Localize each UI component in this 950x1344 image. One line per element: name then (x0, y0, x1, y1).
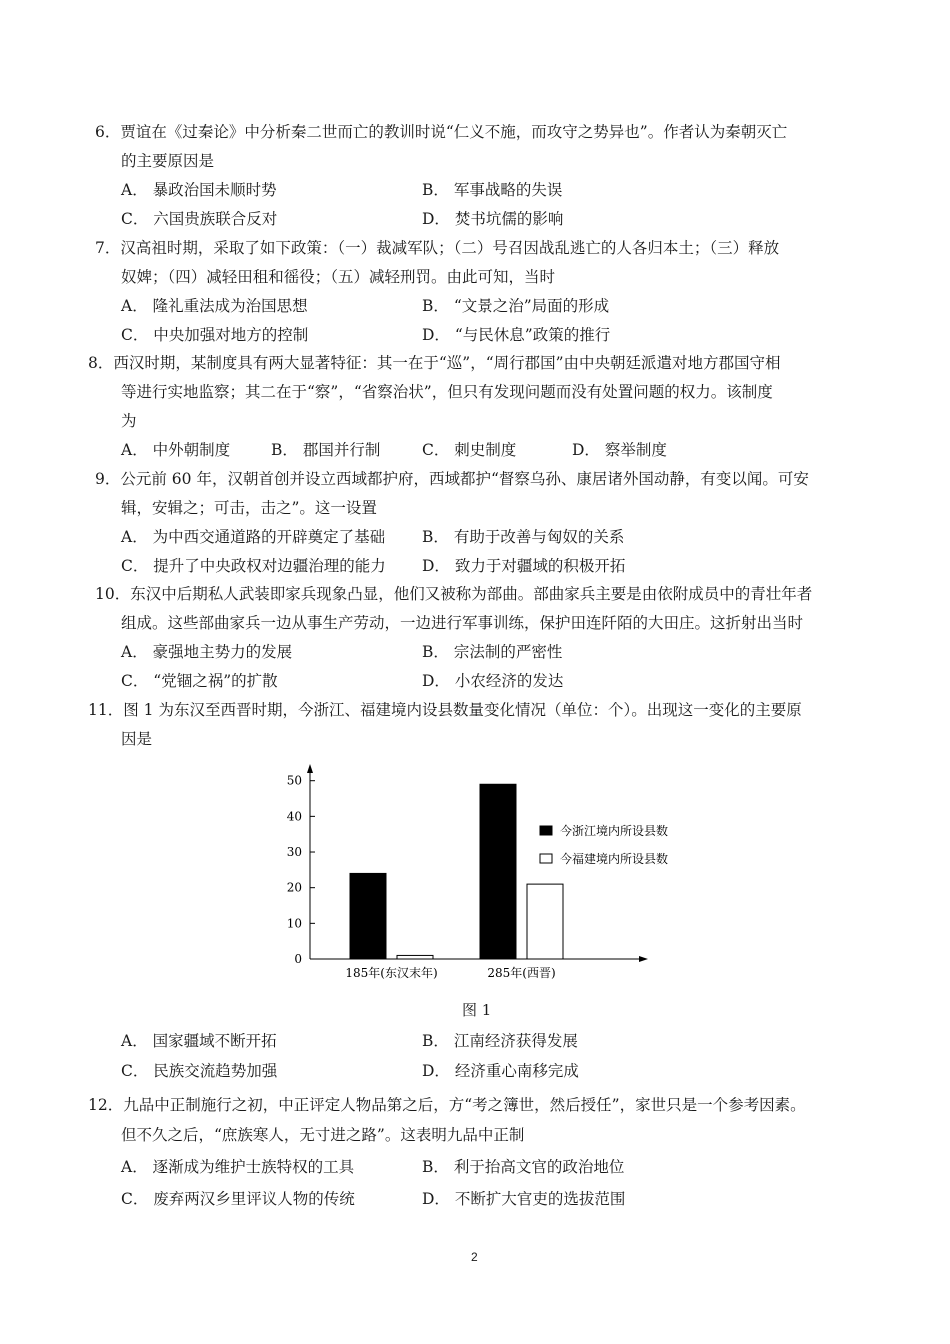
question-6-line-1: 6．贾谊在《过秦论》中分析秦二世而亡的教训时说“仁义不施，而攻守之势异也”。作者认为秦朝灭亡 (95, 123, 788, 141)
question-11-line-2: 因是 (121, 730, 153, 748)
question-6-option-c: C． 六国贵族联合反对 (121, 210, 278, 228)
question-12-option-c: C． 废弃两汉乡里评议人物的传统 (121, 1190, 355, 1208)
question-6-option-b: B． 军事战略的失误 (422, 181, 563, 199)
question-11-option-b: B． 江南经济获得发展 (422, 1032, 578, 1050)
x-category-label: 285年(西晋) (487, 966, 556, 980)
question-7-option-a: A． 隆礼重法成为治国思想 (121, 297, 308, 315)
chart-legend (540, 823, 668, 866)
question-8-option-d: D． 察举制度 (572, 441, 667, 459)
bar-zhejiang-0 (350, 873, 386, 959)
question-12-line-1: 12．九品中正制施行之初，中正评定人物品第之后，方“考之簿世，然后授任”，家世只是一个参考因素。 (88, 1096, 806, 1114)
figure-caption: 图 1 (462, 1001, 492, 1019)
y-tick-label: 10 (286, 916, 302, 931)
question-8-line-3: 为 (121, 412, 137, 430)
question-9-line-2: 辑，安辑之；可击，击之”。这一设置 (121, 499, 377, 517)
question-10-option-a: A． 豪强地主势力的发展 (121, 643, 293, 661)
question-10-line-2: 组成。这些部曲家兵一边从事生产劳动，一边进行军事训练，保护田连阡陌的大田庄。这折射出当时 (121, 614, 804, 632)
y-tick-label: 20 (286, 880, 302, 895)
question-7-line-1: 7．汉高祖时期，采取了如下政策：（一）裁减军队；（二）号召因战乱逃亡的人各归本土；（三）释放 (95, 239, 780, 257)
chart-bars (350, 784, 563, 959)
question-6-line-2: 的主要原因是 (121, 152, 215, 170)
question-9-option-a: A． 为中西交通道路的开辟奠定了基础 (121, 528, 386, 546)
legend-swatch (540, 826, 552, 835)
question-8-line-2: 等进行实地监察；其二在于“察”，“省察治状”，但只有发现问题而没有处置问题的权力。该制度 (121, 383, 773, 401)
question-6-option-d: D． 焚书坑儒的影响 (422, 210, 564, 228)
y-axis-arrow (307, 764, 313, 773)
question-9-option-d: D． 致力于对疆域的积极开拓 (422, 557, 626, 575)
x-axis-arrow (639, 956, 648, 962)
question-12-line-2: 但不久之后，“庶族寒人，无寸进之路”。这表明九品中正制 (121, 1126, 525, 1144)
bar-fujian-1 (527, 884, 563, 959)
question-10-option-d: D． 小农经济的发达 (422, 672, 564, 690)
y-tick-label: 0 (294, 952, 302, 966)
y-tick-label: 30 (286, 845, 302, 860)
question-7-option-d: D． “与民休息”政策的推行 (422, 326, 611, 344)
question-8-option-b: B． 郡国并行制 (271, 441, 381, 459)
question-12-option-a: A． 逐渐成为维护士族特权的工具 (121, 1158, 355, 1176)
question-8-option-c: C． 刺史制度 (422, 441, 517, 459)
question-12-option-d: D． 不断扩大官吏的选拔范围 (422, 1190, 626, 1208)
page-number: 2 (471, 1250, 478, 1264)
bar-zhejiang-1 (480, 784, 516, 959)
question-11-option-a: A． 国家疆域不断开拓 (121, 1032, 277, 1050)
question-11-option-d: D． 经济重心南移完成 (422, 1062, 579, 1080)
question-11-line-1: 11．图 1 为东汉至西晋时期，今浙江、福建境内设县数量变化情况（单位：个）。出现这一变化的主要原 (88, 701, 802, 719)
question-7-line-2: 奴婢；（四）减轻田租和徭役；（五）减轻刑罚。由此可知，当时 (121, 268, 556, 286)
question-8-option-a: A． 中外朝制度 (121, 441, 231, 459)
y-tick-label: 40 (286, 809, 302, 824)
legend-label: 今福建境内所设县数 (560, 852, 669, 866)
question-9-option-c: C． 提升了中央政权对边疆治理的能力 (121, 557, 386, 575)
question-11-option-c: C． 民族交流趋势加强 (121, 1062, 278, 1080)
question-8-line-1: 8．西汉时期，某制度具有两大显著特征：其一在于“巡”，“周行郡国”由中央朝廷派遣对地方郡国守相 (88, 354, 781, 372)
bar-fujian-0 (397, 955, 433, 959)
question-12-option-b: B． 利于抬高文官的政治地位 (422, 1158, 625, 1176)
question-9-option-b: B． 有助于改善与匈奴的关系 (422, 528, 625, 546)
legend-swatch (540, 854, 552, 863)
question-10-line-1: 10．东汉中后期私人武装即家兵现象凸显，他们又被称为部曲。部曲家兵主要是由依附成员中的青壮年者 (95, 585, 813, 603)
county-count-bar-chart (270, 760, 670, 990)
legend-label: 今浙江境内所设县数 (560, 824, 669, 838)
question-10-option-c: C． “党锢之祸”的扩散 (121, 672, 278, 690)
question-6-option-a: A． 暴政治国未顺时势 (121, 181, 277, 199)
question-7-option-b: B． “文景之治”局面的形成 (422, 297, 610, 315)
question-9-line-1: 9．公元前 60 年，汉朝首创并设立西域都护府，西域都护“督察乌孙、康居诸外国动静，有变以闻。可安 (95, 470, 809, 488)
question-7-option-c: C． 中央加强对地方的控制 (121, 326, 309, 344)
question-10-option-b: B． 宗法制的严密性 (422, 643, 563, 661)
y-tick-label: 50 (286, 773, 302, 788)
x-category-label: 185年(东汉末年) (345, 966, 438, 980)
